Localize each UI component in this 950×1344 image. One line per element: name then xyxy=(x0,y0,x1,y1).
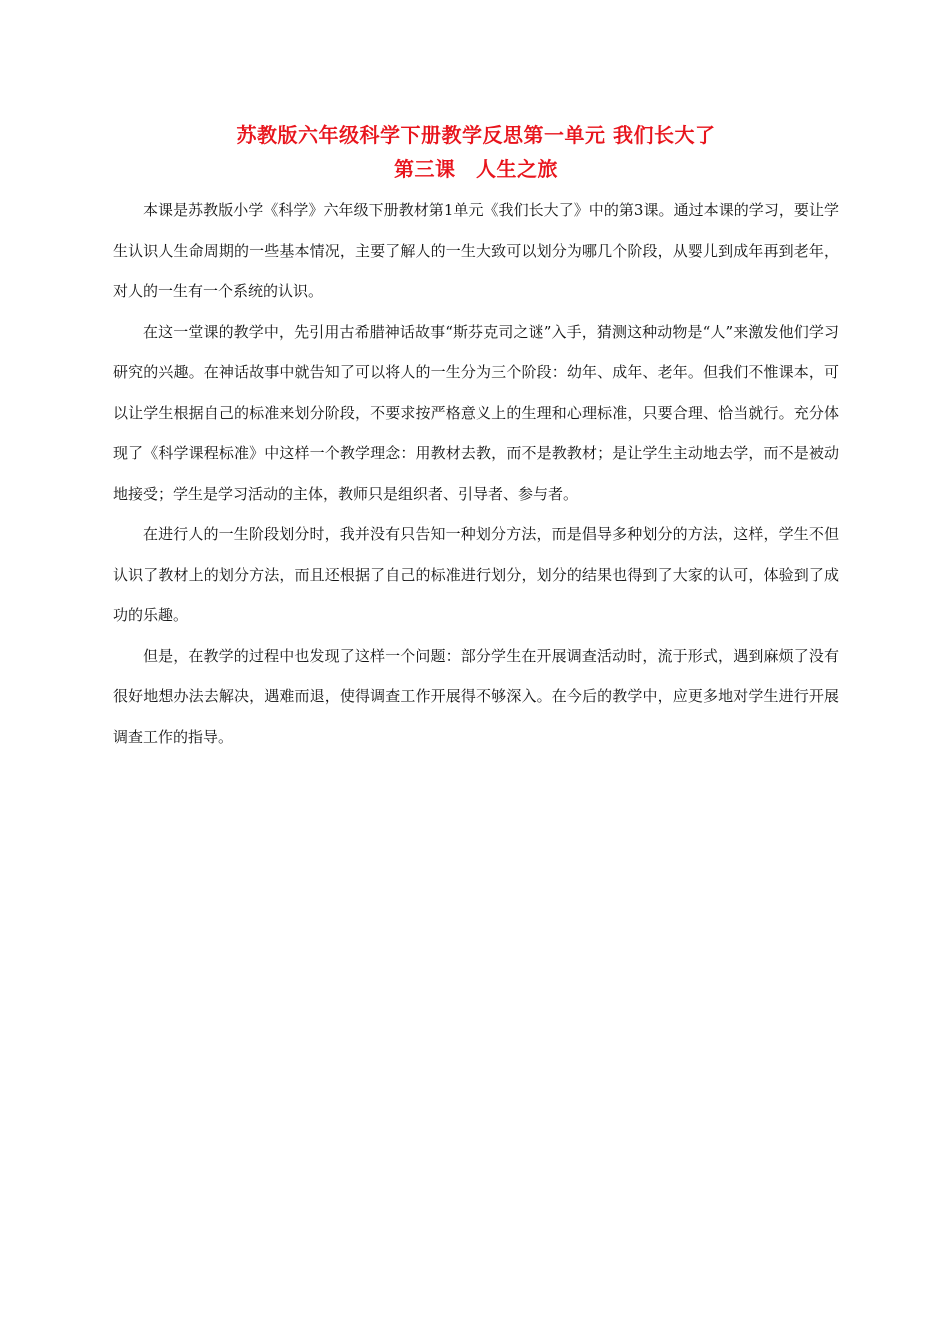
paragraph-4: 但是，在教学的过程中也发现了这样一个问题：部分学生在开展调查活动时，流于形式，遇到麻烦了没有很好地想办法去解决，遇难而退，使得调查工作开展得不够深入。在今后的教学中，应更多地对学生进行开展调查工作的指导。 xyxy=(113,646,839,746)
document-page xyxy=(113,118,839,757)
document-title: 苏教版六年级科学下册教学反思第一单元 我们长大了 xyxy=(236,123,716,147)
paragraph-3: 在进行人的一生阶段划分时，我并没有只告知一种划分方法，而是倡导多种划分的方法，这样，学生不但认识了教材上的划分方法，而且还根据了自己的标准进行划分，划分的结果也得到了大家的认可，体验到了成功的乐趣。 xyxy=(113,525,839,624)
paragraph-2: 在这一堂课的教学中，先引用古希腊神话故事“斯芬克司之谜”入手，猜测这种动物是“人”来激发他们学习研究的兴趣。在神话故事中就告知了可以将人的一生分为三个阶段：幼年、成年、老年。但我们不惟课本，可以让学生根据自己的标准来划分阶段，不要求按严格意义上的生理和心理标准，只要合理、恰当就行。充分体现了《科学课程标准》中这样一个教学理念：用教材去教，而不是教教材；是让学生主动地去学，而不是被动地接受；学生是学习活动的主体，教师只是组织者、引导者、参与者。 xyxy=(113,322,839,503)
paragraph-1: 本课是苏教版小学《科学》六年级下册教材第1单元《我们长大了》中的第3课。通过本课的学习，要让学生认识人生命周期的一些基本情况，主要了解人的一生大致可以划分为哪几个阶段，从婴儿到成年再到老年，对人的一生有一个系统的认识。 xyxy=(113,201,839,300)
lesson-subtitle: 第三课 人生之旅 xyxy=(394,157,558,181)
